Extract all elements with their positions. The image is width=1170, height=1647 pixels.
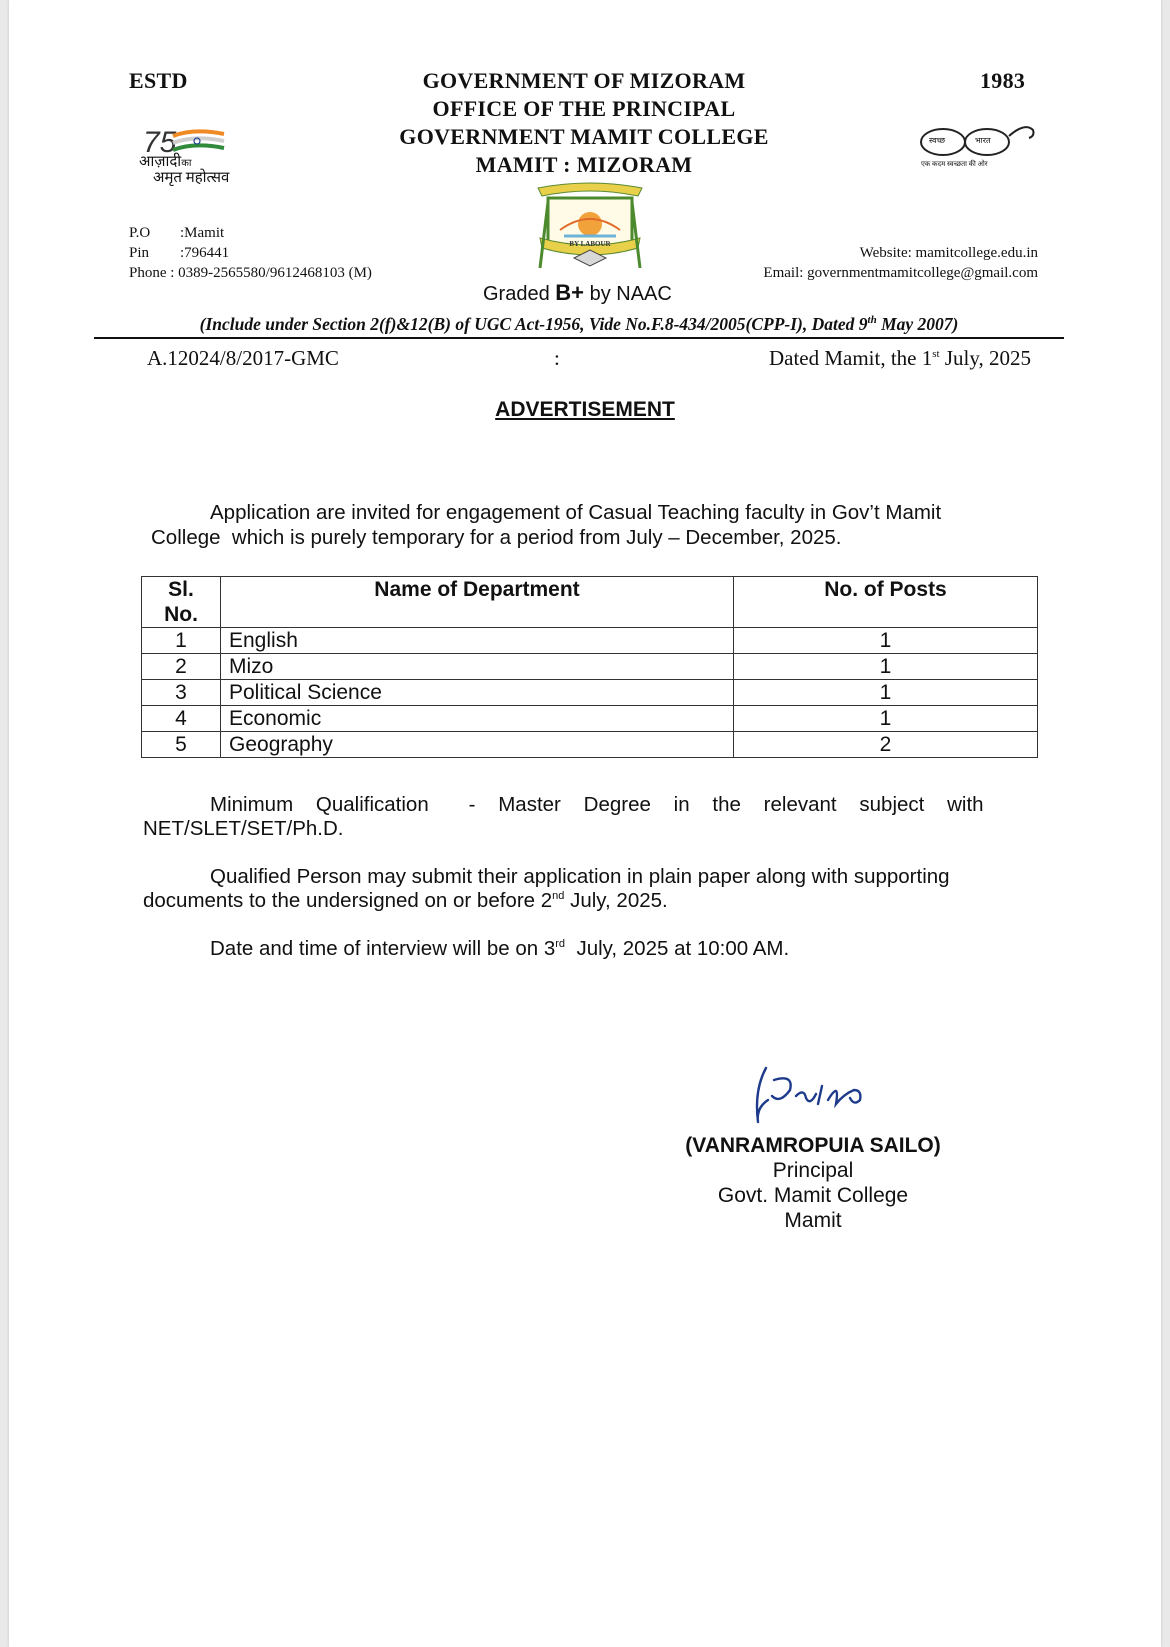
- naac-grade-line: Graded B+ by NAAC: [483, 280, 672, 305]
- website-text: Website: mamitcollege.edu.in: [859, 245, 1038, 261]
- table-row: [142, 654, 1038, 680]
- swachh-text: स्वच्छ: [929, 136, 946, 145]
- signatory-block: [673, 1133, 953, 1233]
- intro-line-1: Application are invited for engagement of Casual Teaching faculty in Gov’t Mamit: [210, 501, 942, 524]
- row-department: Mizo: [221, 654, 734, 680]
- pin-label: Pin: [129, 245, 150, 261]
- row-department: Economic: [221, 706, 734, 732]
- row-posts: 1: [734, 680, 1038, 706]
- principal-signature: [744, 1060, 884, 1130]
- document-page: [9, 0, 1161, 1647]
- row-posts: 1: [734, 654, 1038, 680]
- table-row: [142, 706, 1038, 732]
- header-no-of-posts: No. of Posts: [734, 577, 1038, 628]
- college-emblem: [534, 178, 646, 278]
- header-department: Name of Department: [221, 577, 734, 628]
- intro-line-2: College which is purely temporary for a period from July – December, 2025.: [151, 526, 842, 549]
- row-posts: 2: [734, 732, 1038, 758]
- phone-number: Phone : 0389-2565580/9612468103 (M): [129, 265, 372, 281]
- table-header-row: [142, 577, 1038, 628]
- header-line-1: GOVERNMENT OF MIZORAM: [422, 68, 746, 93]
- header-line-2: OFFICE OF THE PRINCIPAL: [432, 96, 736, 121]
- azadi-text: आज़ादी: [139, 154, 182, 170]
- naac-grade: B+: [555, 280, 585, 305]
- swachh-bharat-logo: [917, 120, 1037, 176]
- qualification-line-2: NET/SLET/SET/Ph.D.: [143, 817, 344, 840]
- signatory-designation: Principal: [772, 1159, 854, 1182]
- dated-line: Dated Mamit, the 1st July, 2025: [768, 346, 1031, 370]
- row-department: Political Science: [221, 680, 734, 706]
- pin-value: :796441: [180, 245, 230, 261]
- interview-line: Date and time of interview will be on 3rd July, 2025 at 10:00 AM.: [210, 937, 790, 960]
- qualification-line-1: Minimum Qualification - Master Degree in the relevant subject with: [210, 793, 984, 816]
- row-sl: 3: [142, 680, 221, 706]
- emblem-motto: BY LABOUR: [569, 240, 611, 248]
- college-crest-icon: [534, 178, 646, 278]
- svg-text:75: 75: [143, 126, 177, 158]
- table-row: [142, 732, 1038, 758]
- signatory-place: Mamit: [784, 1209, 842, 1232]
- reference-number: A.12024/8/2017-GMC: [147, 346, 339, 370]
- bharat-text: भारत: [975, 136, 991, 145]
- row-posts: 1: [734, 706, 1038, 732]
- row-department: Geography: [221, 732, 734, 758]
- signatory-name: (VANRAMROPUIA SAILO): [685, 1134, 941, 1157]
- header-sl-no: Sl. No.: [142, 577, 221, 628]
- amrit-mahotsav-text: अमृत महोत्सव: [153, 170, 230, 186]
- header-line-4: MAMIT : MIZORAM: [475, 152, 693, 177]
- header-line-3: GOVERNMENT MAMIT COLLEGE: [399, 124, 769, 149]
- header-divider: [94, 337, 1064, 339]
- azadi-ka-text: का: [181, 158, 192, 169]
- seventy-five-mark-icon: [139, 124, 239, 158]
- azadi-amrit-mahotsav-logo: [139, 124, 249, 188]
- submission-line-1: Qualified Person may submit their application in plain paper along with supporting: [210, 865, 950, 888]
- advertisement-title: ADVERTISEMENT: [495, 398, 675, 421]
- row-sl: 2: [142, 654, 221, 680]
- row-department: English: [221, 628, 734, 654]
- po-value: :Mamit: [180, 225, 225, 241]
- table-row: [142, 628, 1038, 654]
- po-label: P.O: [129, 225, 151, 241]
- row-sl: 1: [142, 628, 221, 654]
- signatory-org: Govt. Mamit College: [717, 1184, 909, 1207]
- submission-line-2: documents to the undersigned on or before 2nd July, 2025.: [143, 889, 668, 912]
- estd-year: 1983: [980, 68, 1026, 93]
- row-posts: 1: [734, 628, 1038, 654]
- ugc-inclusion-line: (Include under Section 2(f)&12(B) of UGC Act-1956, Vide No.F.8-434/2005(CPP-I), Dated 9th May 2007): [199, 314, 959, 334]
- email-text: Email: governmentmamitcollege@gmail.com: [763, 265, 1038, 281]
- row-sl: 5: [142, 732, 221, 758]
- swachh-tagline: एक कदम स्वच्छता की ओर: [921, 160, 988, 168]
- row-sl: 4: [142, 706, 221, 732]
- estd-label: ESTD: [129, 68, 188, 93]
- table-row: [142, 680, 1038, 706]
- reference-colon: :: [554, 346, 560, 370]
- posts-table: [141, 576, 1038, 758]
